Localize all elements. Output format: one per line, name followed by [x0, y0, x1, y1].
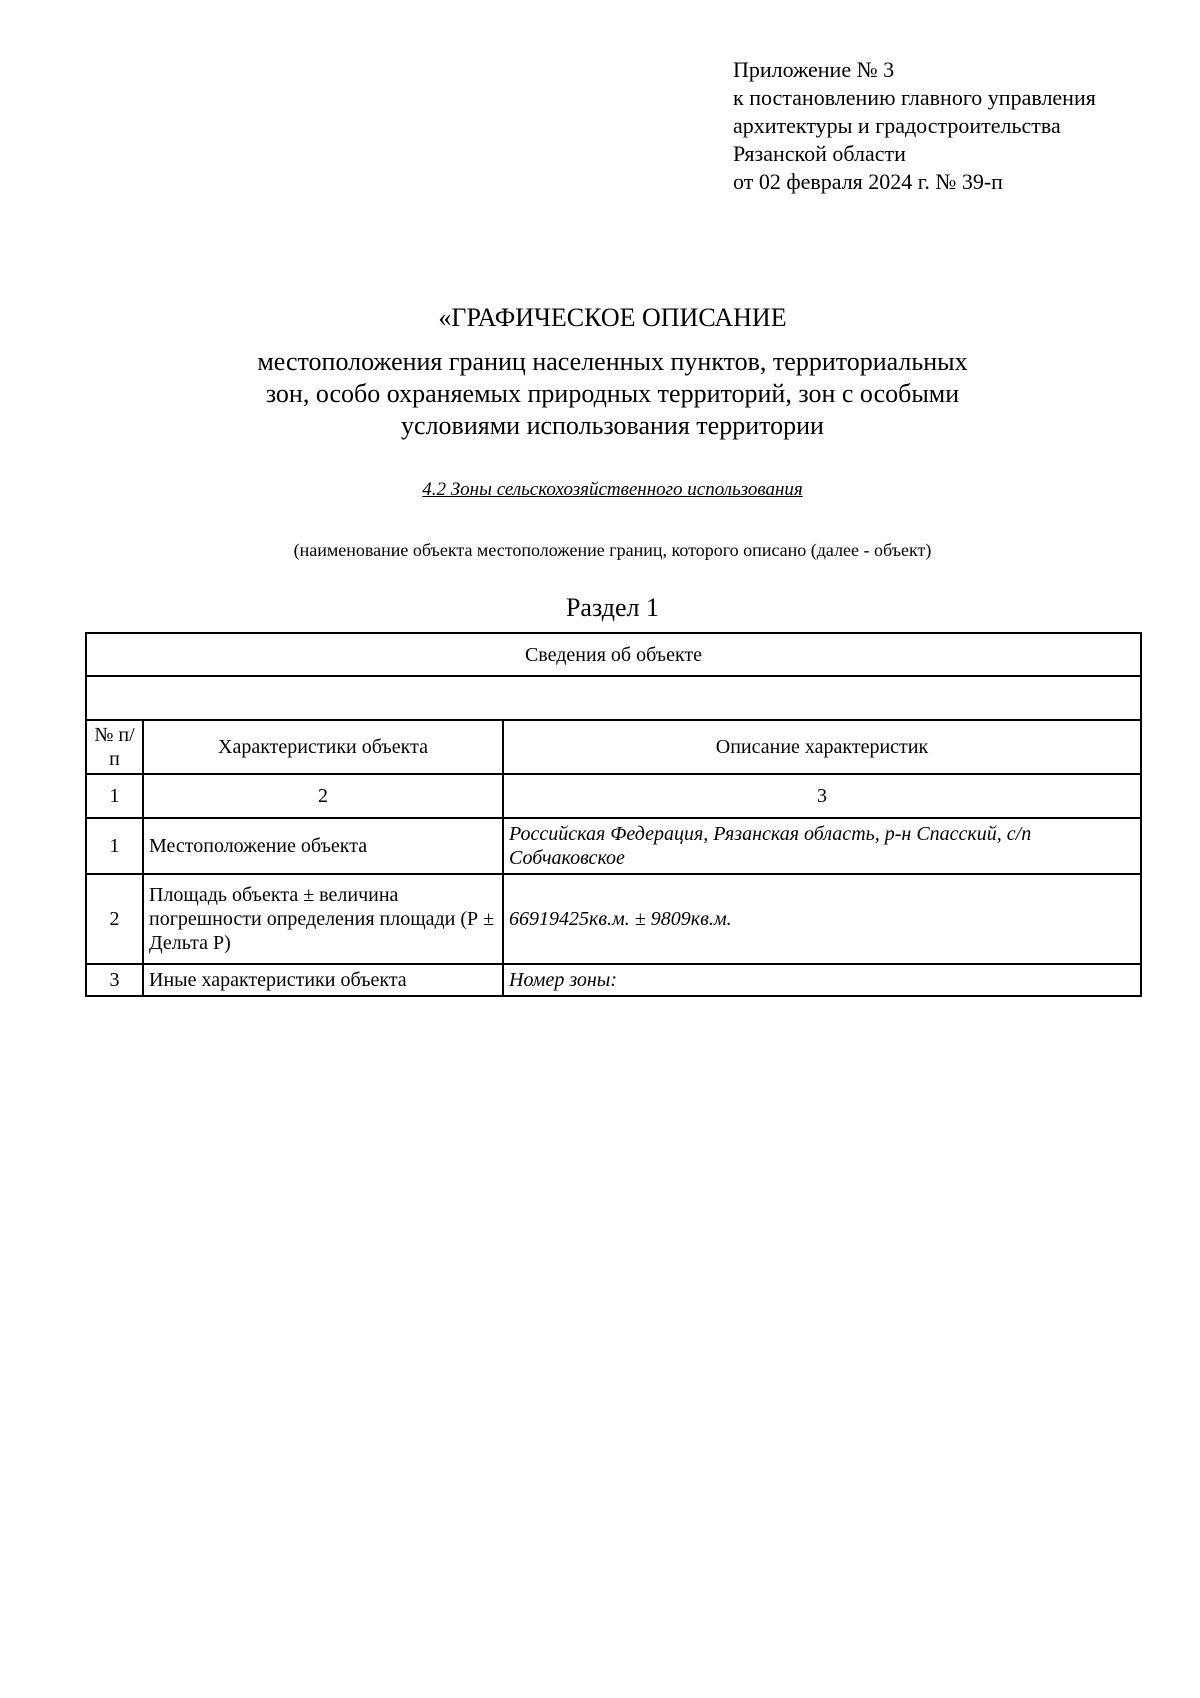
document-title: «ГРАФИЧЕСКОЕ ОПИСАНИЕ — [438, 303, 787, 332]
row-num: 2 — [86, 874, 143, 964]
table-column-numbers-row — [86, 774, 1141, 818]
appendix-line: к постановлению главного управления — [733, 85, 1096, 110]
row-characteristic: Иные характеристики объекта — [143, 964, 503, 996]
table-caption-row — [86, 633, 1141, 676]
column-number: 3 — [503, 774, 1141, 818]
table-header-row — [86, 720, 1141, 774]
row-characteristic: Местоположение объекта — [143, 818, 503, 874]
table-caption: Сведения об объекте — [86, 633, 1141, 676]
table-blank-cell — [86, 676, 1141, 720]
table-blank-row — [86, 676, 1141, 720]
column-header-num: № п/п — [86, 720, 143, 774]
appendix-line: архитектуры и градостроительства — [733, 113, 1061, 138]
object-info-table — [85, 632, 1142, 997]
row-characteristic: Площадь объекта ± величина погрешности определения площади (Р ± Дельта Р) — [143, 874, 503, 964]
row-description: Номер зоны: — [503, 964, 1141, 996]
table-row — [86, 818, 1141, 874]
column-header-description: Описание характеристик — [503, 720, 1141, 774]
column-number: 2 — [143, 774, 503, 818]
row-num: 1 — [86, 818, 143, 874]
row-description: 66919425кв.м. ± 9809кв.м. — [503, 874, 1141, 964]
row-description: Российская Федерация, Рязанская область, р-н Спасский, с/п Собчаковское — [503, 818, 1141, 874]
zone-name: 4.2 Зоны сельскохозяйственного использования — [422, 479, 803, 500]
document-subtitle — [0, 346, 1200, 442]
appendix-line: Приложение № 3 — [733, 57, 895, 82]
table-row — [86, 874, 1141, 964]
subtitle-line: зон, особо охраняемых природных территорий, зон с особыми — [265, 379, 960, 408]
table-row — [86, 964, 1141, 996]
subtitle-line: местоположения границ населенных пунктов, территориальных — [257, 347, 968, 376]
appendix-block — [733, 56, 1096, 196]
appendix-line: от 02 февраля 2024 г. № 39-п — [733, 169, 1003, 194]
column-number: 1 — [86, 774, 143, 818]
zone-caption: (наименование объекта местоположение границ, которого описано (далее - объект) — [293, 540, 932, 560]
subtitle-line: условиями использования территории — [401, 411, 824, 440]
row-num: 3 — [86, 964, 143, 996]
section-title: Раздел 1 — [565, 593, 660, 622]
appendix-line: Рязанской области — [733, 141, 906, 166]
column-header-characteristic: Характеристики объекта — [143, 720, 503, 774]
